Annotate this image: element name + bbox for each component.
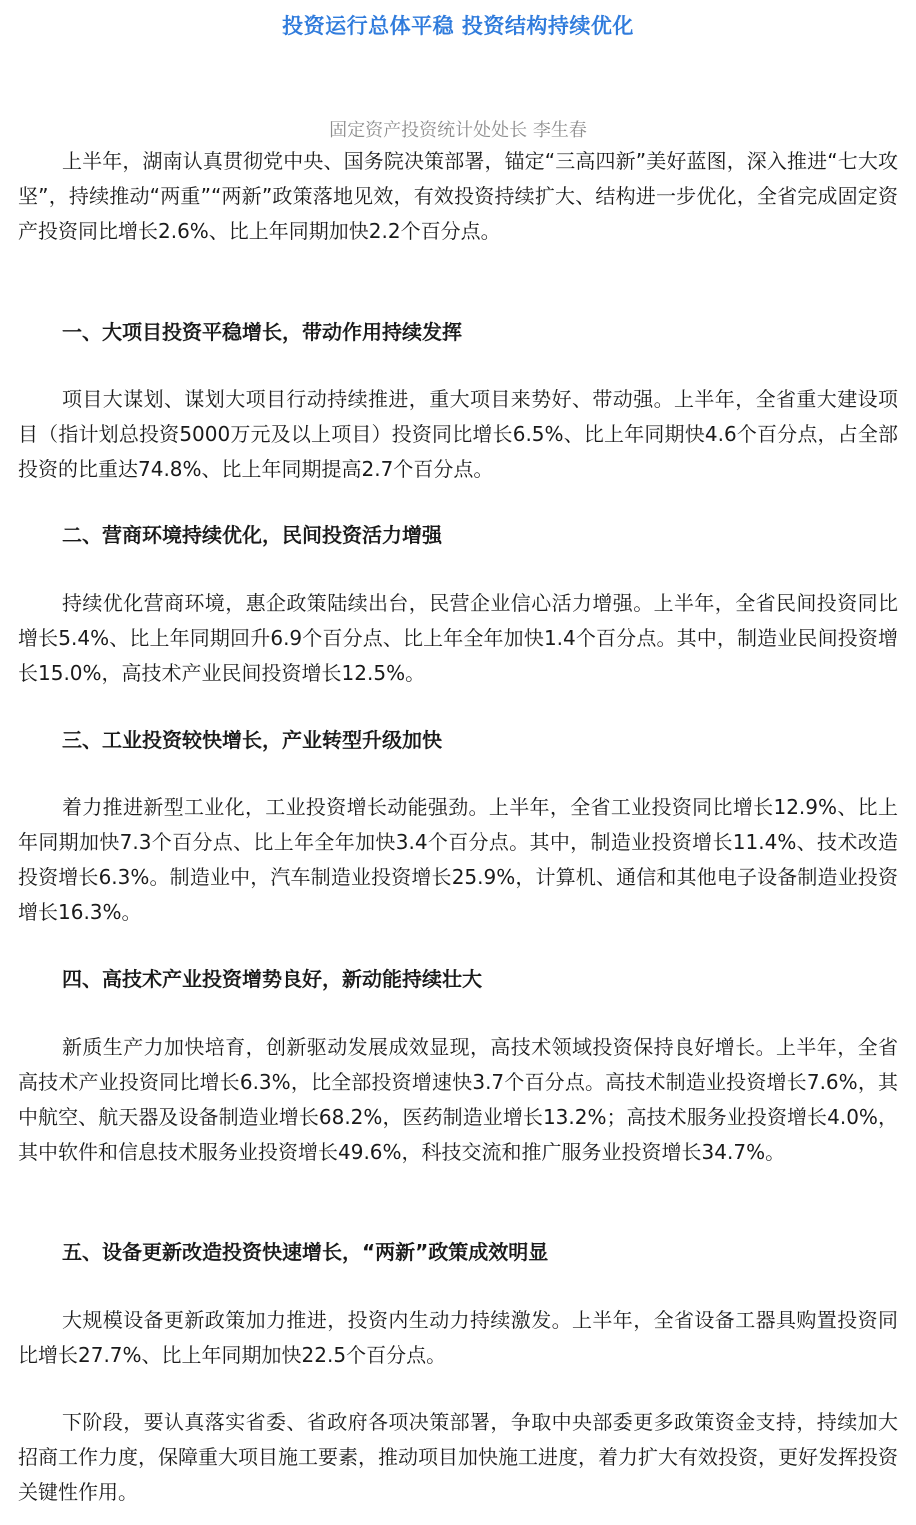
- section-body-2: 持续优化营商环境，惠企政策陆续出台，民营企业信心活力增强。上半年，全省民间投资同比增长5.4%、比上年同期回升6.9个百分点、比上年全年加快1.4个百分点。其中，制造业民间投资增长15.0%，高技术产业民间投资增长12.5%。: [18, 591, 898, 685]
- section-body-3: 着力推进新型工业化，工业投资增长动能强劲。上半年，全省工业投资同比增长12.9%、比上年同期加快7.3个百分点、比上年全年加快3.4个百分点。其中，制造业投资增长11.4%、技术改造投资增长6.3%。制造业中，汽车制造业投资增长25.9%，计算机、通信和其他电子设备制造业投资增长16.3%。: [18, 795, 898, 924]
- section-heading-3: 三、工业投资较快增长，产业转型升级加快: [62, 728, 442, 752]
- byline-block: [0, 80, 916, 144]
- article-title: 投资运行总体平稳 投资结构持续优化: [282, 14, 634, 38]
- section-heading-2: 二、营商环境持续优化，民间投资活力增强: [62, 523, 442, 547]
- section-body-1: 项目大谋划、谋划大项目行动持续推进，重大项目来势好、带动强。上半年，全省重大建设项目（指计划总投资5000万元及以上项目）投资同比增长6.5%、比上年同期快4.6个百分点，占全部投资的比重达74.8%、比上年同期提高2.7个百分点。: [18, 387, 898, 481]
- section-heading-4: 四、高技术产业投资增势良好，新动能持续壮大: [62, 967, 482, 991]
- title-block: [0, 0, 916, 42]
- section-body-5: 大规模设备更新政策加力推进，投资内生动力持续激发。上半年，全省设备工器具购置投资同比增长27.7%、比上年同期加快22.5个百分点。: [18, 1308, 898, 1367]
- section-heading-1: 一、大项目投资平稳增长，带动作用持续发挥: [62, 320, 462, 344]
- closing-paragraph: 下阶段，要认真落实省委、省政府各项决策部署，争取中央部委更多政策资金支持，持续加大招商工作力度，保障重大项目施工要素，推动项目加快施工进度，着力扩大有效投资，更好发挥投资关键性作用。: [18, 1410, 898, 1504]
- section-heading-5: 五、设备更新改造投资快速增长，“两新”政策成效明显: [62, 1240, 549, 1264]
- section-body-4: 新质生产力加快培育，创新驱动发展成效显现，高技术领域投资保持良好增长。上半年，全省高技术产业投资同比增长6.3%，比全部投资增速快3.7个百分点。高技术制造业投资增长7.6%，其中航空、航天器及设备制造业增长68.2%，医药制造业增长13.2%；高技术服务业投资增长4.0%，其中软件和信息技术服务业投资增长49.6%，科技交流和推广服务业投资增长34.7%。: [18, 1035, 898, 1164]
- article-byline: 固定资产投资统计处处长 李生春: [329, 120, 587, 141]
- intro-paragraph: 上半年，湖南认真贯彻党中央、国务院决策部署，锚定“三高四新”美好蓝图，深入推进“七大攻坚”，持续推动“两重”“两新”政策落地见效，有效投资持续扩大、结构进一步优化，全省完成固定资产投资同比增长2.6%、比上年同期加快2.2个百分点。: [18, 149, 898, 243]
